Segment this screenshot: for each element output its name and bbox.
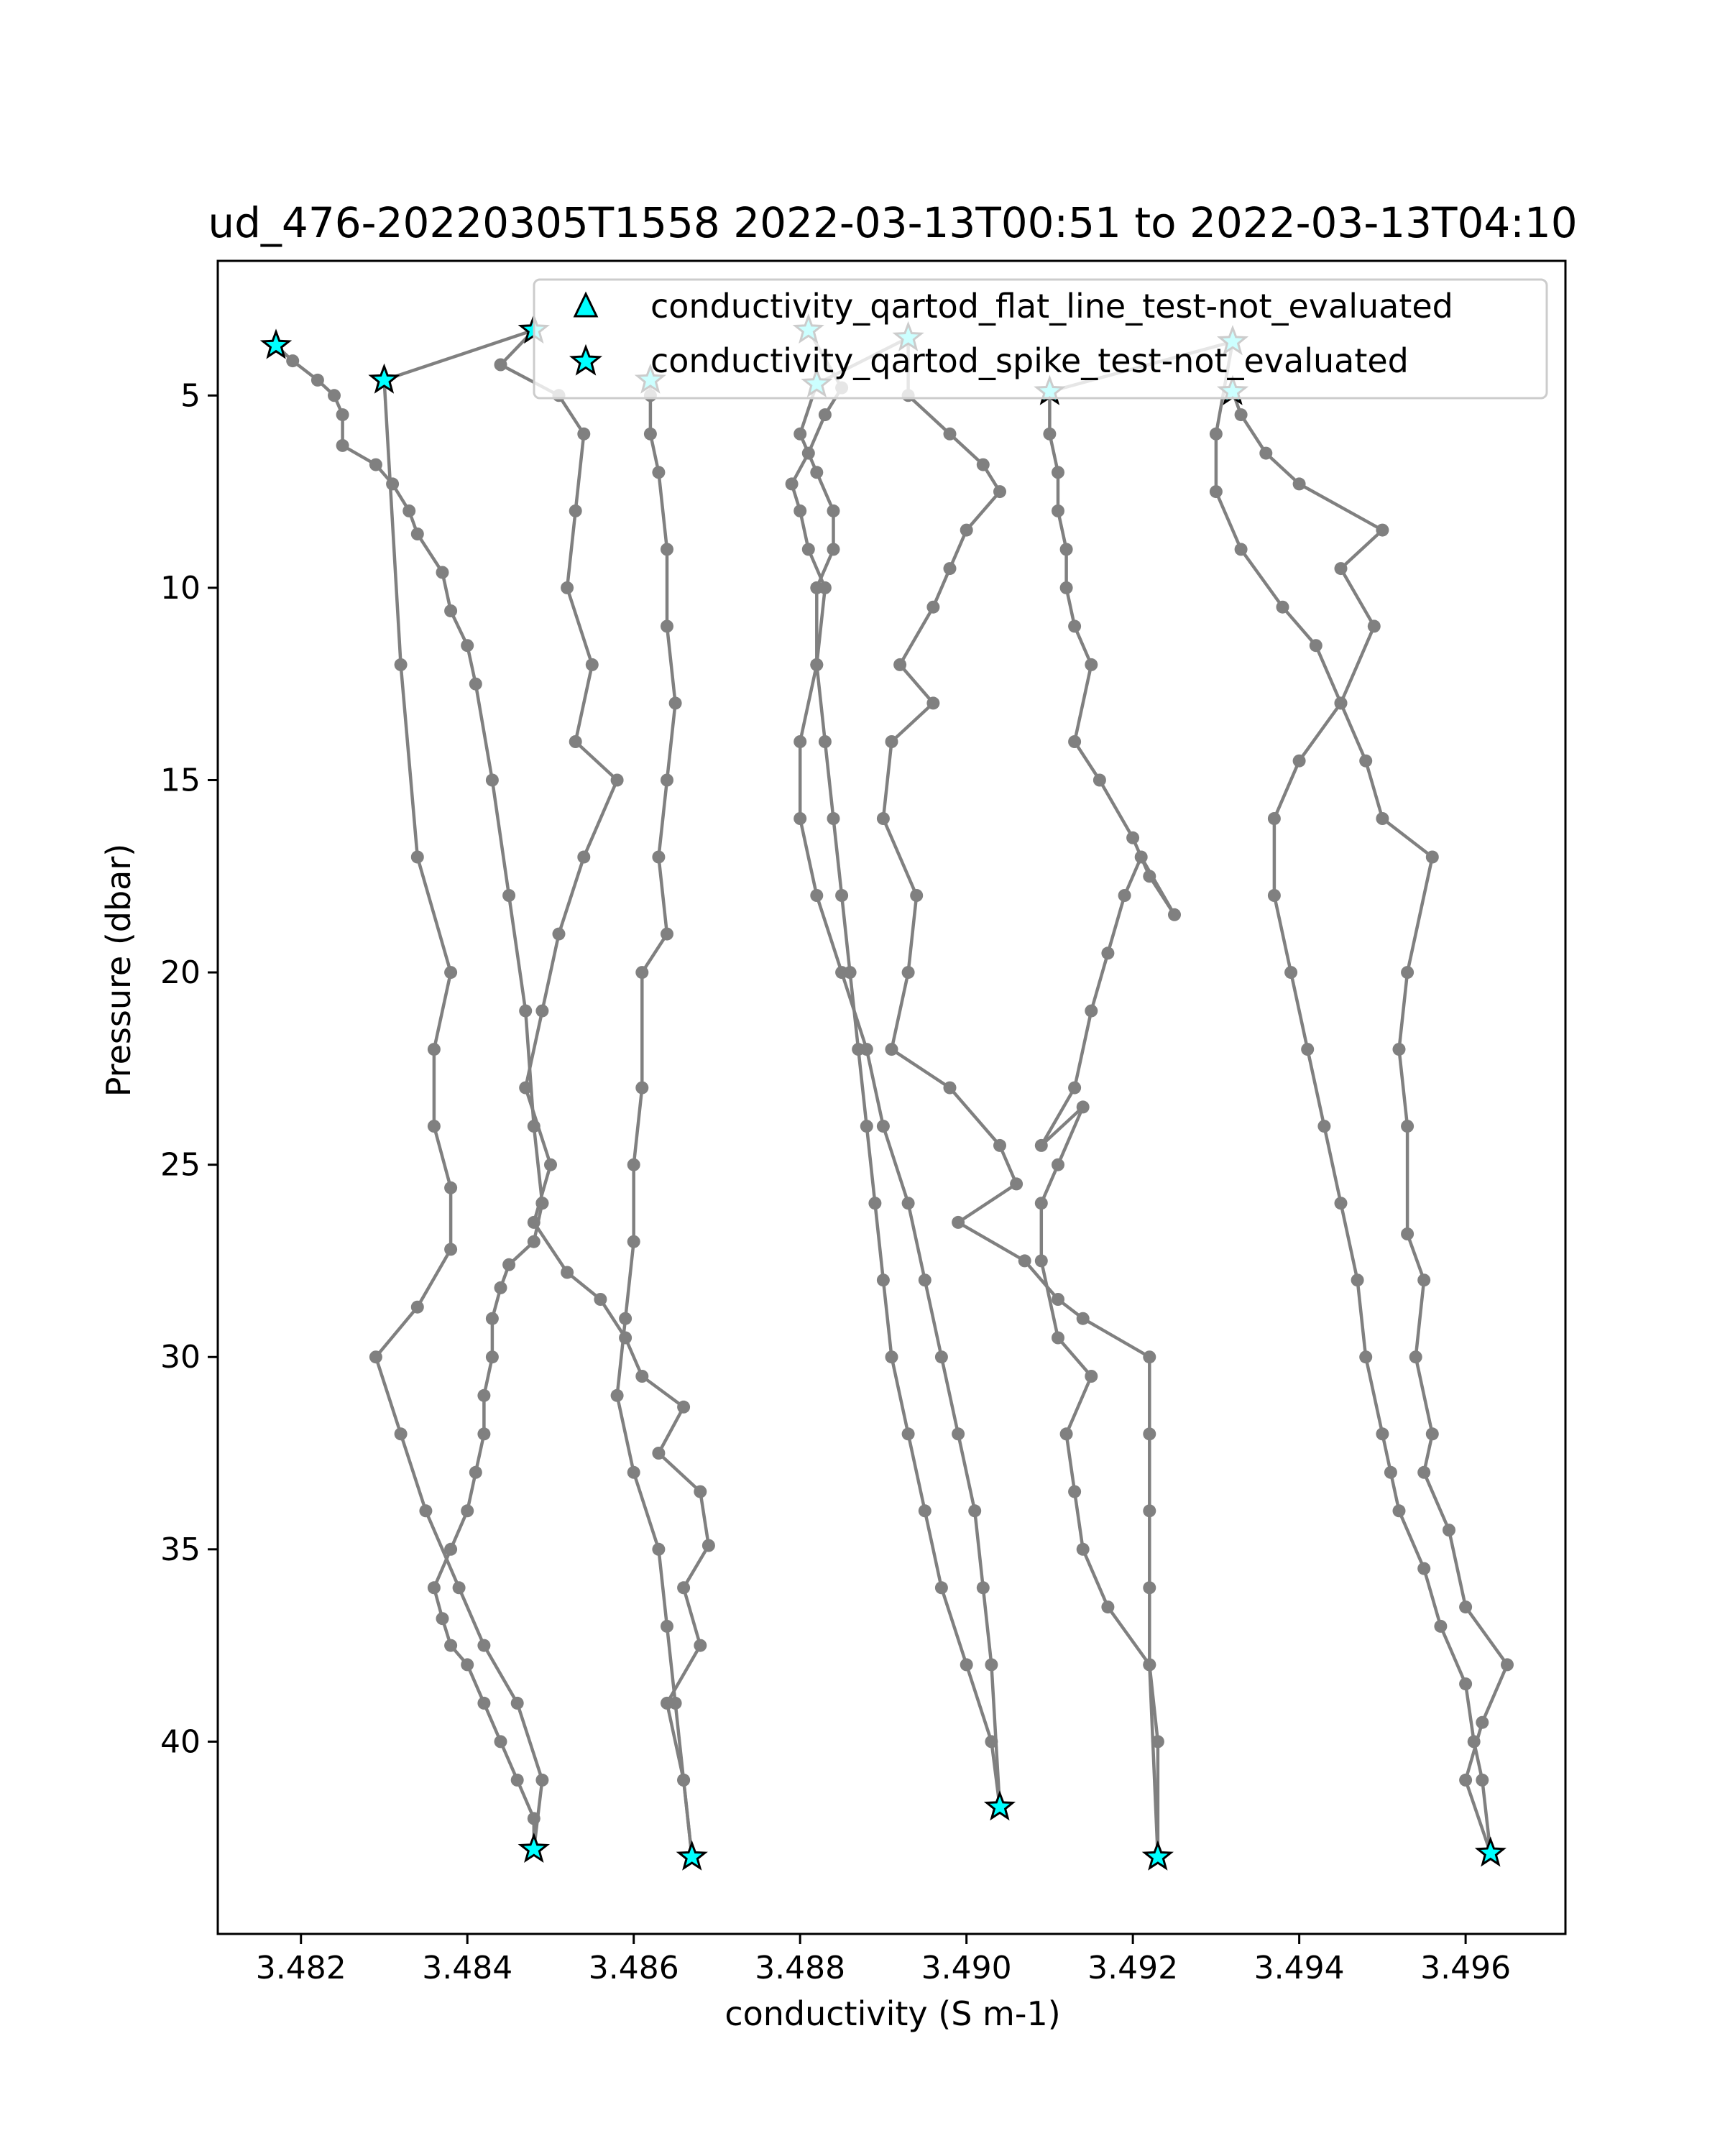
data-point (553, 928, 566, 941)
data-point (860, 1120, 873, 1133)
data-point (1317, 1120, 1330, 1133)
data-point (1077, 1543, 1090, 1556)
data-point (1085, 1370, 1098, 1383)
data-point (511, 1697, 524, 1710)
data-point (661, 928, 673, 941)
data-point (1101, 946, 1114, 959)
data-point (1126, 831, 1139, 844)
data-point (944, 428, 957, 441)
data-point (577, 428, 590, 441)
data-point (677, 1581, 690, 1594)
data-point (511, 1774, 524, 1787)
data-point (1276, 601, 1289, 614)
data-point (944, 1082, 957, 1095)
data-point (477, 1639, 490, 1652)
x-tick-label: 3.488 (755, 1950, 846, 1986)
legend (534, 280, 1547, 398)
data-point (386, 477, 399, 490)
data-point (661, 1620, 673, 1633)
data-point (469, 678, 482, 691)
legend-label-flat-line: conductivity_qartod_flat_line_test-not_evaluated (650, 287, 1453, 326)
data-point (411, 1301, 424, 1314)
data-point (827, 505, 840, 517)
x-tick-label: 3.496 (1420, 1950, 1512, 1986)
data-point (944, 562, 957, 575)
data-point (669, 1697, 682, 1710)
data-point (494, 1281, 507, 1294)
data-point (1293, 477, 1306, 490)
data-point (1035, 1254, 1048, 1267)
data-point (702, 1539, 715, 1552)
data-point (577, 851, 590, 864)
x-axis-label: conductivity (S m-1) (724, 1994, 1061, 2033)
y-tick-label: 25 (160, 1146, 201, 1184)
data-point (1359, 755, 1372, 768)
data-point (694, 1639, 707, 1652)
data-point (1052, 505, 1064, 517)
data-point (968, 1504, 981, 1517)
data-point (486, 1350, 499, 1363)
data-point (1077, 1312, 1090, 1325)
data-point (1401, 1227, 1414, 1240)
data-point (477, 1697, 490, 1710)
data-point (1143, 1658, 1156, 1671)
data-point (1417, 1562, 1430, 1575)
data-point (844, 966, 857, 979)
data-point (627, 1466, 640, 1479)
data-point (1143, 1427, 1156, 1440)
data-point (1010, 1177, 1023, 1190)
data-point (652, 466, 665, 479)
data-point (877, 812, 890, 825)
data-point (661, 619, 673, 632)
data-point (1459, 1600, 1472, 1613)
data-point (935, 1350, 948, 1363)
data-point (1426, 851, 1439, 864)
data-point (1101, 1600, 1114, 1613)
data-point (868, 1197, 881, 1210)
data-point (477, 1427, 490, 1440)
data-point (444, 1243, 457, 1256)
data-point (402, 505, 415, 517)
data-point (794, 428, 806, 441)
data-point (1426, 1427, 1439, 1440)
data-point (1393, 1504, 1406, 1517)
data-point (694, 1485, 707, 1498)
data-point (960, 524, 973, 537)
data-point (886, 735, 898, 748)
data-point (1018, 1254, 1031, 1267)
data-point (528, 1235, 540, 1248)
data-point (960, 1658, 973, 1671)
x-tick-label: 3.482 (255, 1950, 346, 1986)
data-point (926, 601, 939, 614)
data-point (926, 696, 939, 709)
data-point (985, 1658, 998, 1671)
data-point (494, 1735, 507, 1748)
data-point (1293, 755, 1306, 768)
data-point (436, 1612, 449, 1625)
data-point (902, 1427, 915, 1440)
data-point (1052, 1332, 1064, 1345)
data-point (1335, 696, 1348, 709)
data-point (395, 1427, 408, 1440)
y-tick-label: 30 (160, 1339, 201, 1376)
data-point (1376, 812, 1389, 825)
data-point (985, 1735, 998, 1748)
data-point (1143, 1350, 1156, 1363)
data-point (677, 1774, 690, 1787)
data-point (411, 528, 424, 540)
data-point (1168, 908, 1181, 921)
data-point (477, 1389, 490, 1402)
y-tick-label: 10 (160, 569, 201, 607)
data-point (886, 1043, 898, 1056)
data-point (619, 1312, 632, 1325)
y-tick-label: 35 (160, 1531, 201, 1568)
data-point (535, 1774, 548, 1787)
data-point (1085, 1005, 1098, 1018)
data-point (1210, 428, 1223, 441)
y-tick-label: 20 (160, 954, 201, 992)
data-point (652, 1543, 665, 1556)
data-point (819, 735, 832, 748)
data-point (1301, 1043, 1314, 1056)
data-point (1035, 1197, 1048, 1210)
data-point (1443, 1524, 1455, 1537)
data-point (835, 889, 848, 902)
data-point (635, 966, 648, 979)
data-point (444, 1181, 457, 1194)
data-point (661, 543, 673, 556)
data-point (428, 1581, 441, 1594)
data-point (569, 735, 582, 748)
x-tick-label: 3.484 (422, 1950, 513, 1986)
data-point (486, 1312, 499, 1325)
data-point (561, 581, 574, 594)
data-point (627, 1158, 640, 1171)
data-point (502, 889, 515, 902)
data-point (611, 1389, 624, 1402)
data-point (1268, 889, 1281, 902)
data-point (1368, 619, 1381, 632)
data-point (652, 851, 665, 864)
data-point (1143, 1504, 1156, 1517)
data-point (669, 696, 682, 709)
data-point (1409, 1350, 1422, 1363)
data-point (810, 658, 823, 671)
data-point (528, 1216, 540, 1229)
data-point (544, 1158, 557, 1171)
data-point (1401, 966, 1414, 979)
data-point (1043, 428, 1056, 441)
data-point (977, 459, 990, 471)
data-point (336, 408, 349, 421)
data-point (1434, 1620, 1447, 1633)
data-point (1210, 485, 1223, 498)
data-point (428, 1043, 441, 1056)
data-point (827, 543, 840, 556)
data-point (436, 566, 449, 579)
data-point (569, 505, 582, 517)
y-tick-label: 40 (160, 1723, 201, 1761)
data-point (1135, 851, 1148, 864)
data-point (428, 1120, 441, 1133)
data-point (919, 1273, 932, 1286)
data-point (677, 1401, 690, 1414)
chart-title: ud_476-20220305T1558 2022-03-13T00:51 to 2022-03-13T04:10 (208, 198, 1578, 247)
y-axis-label: Pressure (dbar) (99, 843, 138, 1097)
data-point (1068, 735, 1081, 748)
data-point (827, 812, 840, 825)
data-point (1335, 1197, 1348, 1210)
data-point (910, 889, 923, 902)
data-point (486, 774, 499, 787)
data-point (1085, 658, 1098, 671)
data-point (919, 1504, 932, 1517)
data-point (286, 354, 299, 367)
data-point (453, 1581, 466, 1594)
data-point (902, 1197, 915, 1210)
data-point (611, 774, 624, 787)
x-tick-label: 3.494 (1254, 1950, 1345, 1986)
data-point (1417, 1466, 1430, 1479)
data-point (810, 581, 823, 594)
data-point (635, 1082, 648, 1095)
data-point (1060, 1427, 1073, 1440)
data-point (1376, 1427, 1389, 1440)
data-point (794, 735, 806, 748)
data-point (311, 374, 324, 387)
y-tick-label: 15 (160, 762, 201, 799)
data-point (1459, 1774, 1472, 1787)
data-point (886, 1350, 898, 1363)
data-point (469, 1466, 482, 1479)
data-point (411, 851, 424, 864)
data-point (419, 1504, 432, 1517)
data-point (1393, 1043, 1406, 1056)
data-point (461, 1504, 474, 1517)
data-point (494, 359, 507, 372)
data-point (810, 889, 823, 902)
data-point (1068, 1485, 1081, 1498)
data-point (594, 1293, 607, 1306)
data-point (336, 439, 349, 452)
data-point (952, 1216, 965, 1229)
data-point (1052, 466, 1064, 479)
data-point (952, 1427, 965, 1440)
data-point (1052, 1158, 1064, 1171)
data-point (1143, 870, 1156, 883)
data-point (586, 658, 599, 671)
data-point (1459, 1677, 1472, 1690)
data-point (786, 477, 799, 490)
data-point (1284, 966, 1297, 979)
data-point (893, 658, 906, 671)
data-point (802, 543, 815, 556)
data-point (1235, 408, 1248, 421)
data-point (502, 1258, 515, 1271)
data-point (1417, 1273, 1430, 1286)
legend-label-spike: conductivity_qartod_spike_test-not_evaluated (650, 341, 1409, 380)
data-point (627, 1235, 640, 1248)
data-point (1077, 1100, 1090, 1113)
data-point (1351, 1273, 1364, 1286)
x-tick-label: 3.486 (588, 1950, 679, 1986)
data-point (369, 459, 382, 471)
data-point (1068, 619, 1081, 632)
data-point (877, 1273, 890, 1286)
data-point (935, 1581, 948, 1594)
data-point (810, 466, 823, 479)
data-point (977, 1581, 990, 1594)
data-point (794, 505, 806, 517)
data-point (1235, 543, 1248, 556)
data-point (635, 1370, 648, 1383)
data-point (852, 1043, 865, 1056)
data-point (1476, 1716, 1489, 1729)
data-point (661, 774, 673, 787)
data-point (444, 966, 457, 979)
data-point (1401, 1120, 1414, 1133)
data-point (461, 639, 474, 652)
data-point (561, 1266, 574, 1279)
data-point (1376, 524, 1389, 537)
y-tick-label: 5 (180, 377, 201, 415)
data-point (1068, 1082, 1081, 1095)
data-point (519, 1082, 532, 1095)
data-point (652, 1447, 665, 1460)
data-point (444, 1543, 457, 1556)
x-tick-label: 3.492 (1087, 1950, 1179, 1986)
data-point (519, 1005, 532, 1018)
data-point (444, 604, 457, 617)
data-point (1093, 774, 1106, 787)
data-point (1143, 1581, 1156, 1594)
data-point (395, 658, 408, 671)
data-point (1035, 1139, 1048, 1152)
data-point (1476, 1774, 1489, 1787)
data-point (1268, 812, 1281, 825)
data-point (1359, 1350, 1372, 1363)
data-point (902, 966, 915, 979)
data-point (328, 389, 341, 402)
data-point (1118, 889, 1131, 902)
data-point (444, 1639, 457, 1652)
data-point (1501, 1658, 1514, 1671)
data-point (794, 812, 806, 825)
data-point (461, 1658, 474, 1671)
data-point (1060, 543, 1073, 556)
data-point (1060, 581, 1073, 594)
data-point (993, 485, 1006, 498)
data-point (993, 1139, 1006, 1152)
x-tick-label: 3.490 (921, 1950, 1012, 1986)
data-point (644, 428, 657, 441)
data-point (369, 1350, 382, 1363)
data-point (1384, 1466, 1397, 1479)
data-point (535, 1005, 548, 1018)
data-point (1259, 447, 1272, 460)
data-point (877, 1120, 890, 1133)
data-point (1310, 639, 1322, 652)
data-point (1335, 562, 1348, 575)
data-point (1052, 1293, 1064, 1306)
data-point (819, 408, 832, 421)
